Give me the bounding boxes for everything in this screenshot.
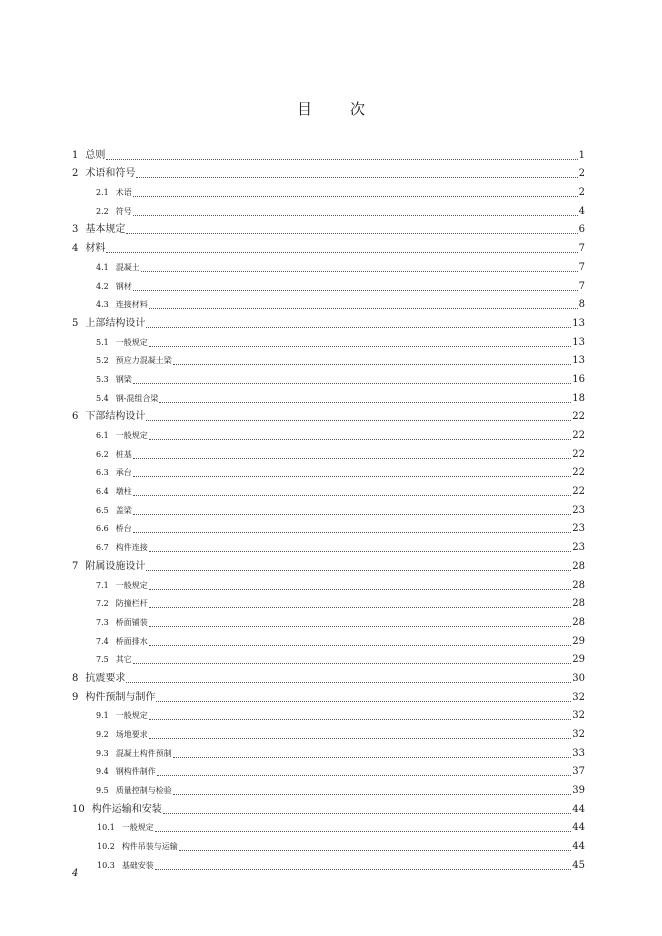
toc-section-row[interactable] <box>72 761 585 780</box>
page-title <box>0 98 662 119</box>
toc-entry-number: 4.3 <box>96 300 109 310</box>
toc-leader-dots <box>149 587 572 590</box>
toc-chapter-row[interactable] <box>72 163 585 182</box>
toc-section-row[interactable] <box>72 368 585 387</box>
toc-entry-page: 32 <box>572 691 585 703</box>
toc-entry-page: 1 <box>578 149 585 161</box>
toc-entry-number: 5.2 <box>96 356 109 366</box>
toc-section-row[interactable] <box>72 779 585 798</box>
toc-leader-dots <box>163 811 572 814</box>
toc-leader-dots <box>141 269 578 272</box>
toc-section-row[interactable] <box>72 536 585 555</box>
toc-leader-dots <box>133 661 572 664</box>
toc-entry-number: 2.1 <box>96 188 109 198</box>
toc-section-row[interactable] <box>72 424 585 443</box>
toc-entry-title: 预应力混凝土梁 <box>115 356 172 366</box>
toc-section-row[interactable] <box>72 200 585 219</box>
toc-entry-number: 10.2 <box>97 842 115 852</box>
toc-entry-title: 质量控制与检验 <box>115 786 172 796</box>
toc-entry-page: 22 <box>572 430 585 441</box>
toc-entry-page: 28 <box>572 598 585 610</box>
toc-leader-dots <box>133 530 572 533</box>
toc-entry-number: 4.1 <box>96 262 109 272</box>
toc-entry-title: 抗震要求 <box>85 672 126 684</box>
toc-leader-dots <box>173 362 572 365</box>
toc-entry-page: 16 <box>572 373 585 385</box>
toc-entry-page: 22 <box>572 486 585 498</box>
toc-leader-dots <box>149 624 572 627</box>
toc-entry-number: 3 <box>72 224 79 236</box>
toc-entry-number: 9.3 <box>96 748 109 758</box>
toc-entry-page: 22 <box>572 467 585 479</box>
toc-entry-title: 总则 <box>85 149 106 161</box>
toc-entry-title: 盖梁 <box>115 505 132 515</box>
toc-entry-page: 2 <box>578 168 585 180</box>
toc-entry-number: 6.3 <box>96 468 109 478</box>
toc-section-row[interactable] <box>72 835 585 854</box>
toc-entry-page: 28 <box>572 579 585 591</box>
toc-entry-number: 7.4 <box>96 636 109 646</box>
toc-entry-page: 39 <box>572 785 585 797</box>
toc-entry-number: 9.1 <box>96 711 109 721</box>
toc-entry-title: 钢材 <box>115 281 132 291</box>
toc-entry-number: 8 <box>72 672 79 684</box>
toc-entry-title: 一般规定 <box>115 580 148 590</box>
toc-chapter-row[interactable] <box>72 312 585 331</box>
toc-entry-number: 5.3 <box>96 374 109 384</box>
toc-leader-dots <box>133 381 572 384</box>
toc-section-row[interactable] <box>72 854 585 873</box>
toc-entry-number: 7 <box>72 560 79 572</box>
toc-entry-number: 4.2 <box>96 281 109 291</box>
toc-leader-dots <box>126 680 571 683</box>
toc-entry-title: 上部结构设计 <box>85 317 146 329</box>
toc-entry-number: 2 <box>72 168 79 180</box>
toc-section-row[interactable] <box>72 817 585 836</box>
toc-entry-title: 材料 <box>85 243 106 255</box>
toc-leader-dots <box>106 250 577 253</box>
toc-entry-number: 6.6 <box>96 524 109 534</box>
toc-entry-number: 7.3 <box>96 617 109 627</box>
toc-section-row[interactable] <box>72 518 585 537</box>
toc-entry-number: 6.2 <box>96 449 109 459</box>
toc-entry-title: 基础安装 <box>121 860 154 870</box>
toc-leader-dots <box>126 231 577 234</box>
toc-section-row[interactable] <box>72 350 585 369</box>
toc-entry-number: 9.4 <box>96 767 109 777</box>
toc-leader-dots <box>157 773 572 776</box>
toc-entry-number: 5.1 <box>96 337 109 347</box>
toc-chapter-row[interactable] <box>72 798 585 817</box>
toc-entry-page: 4 <box>578 205 585 217</box>
toc-entry-page: 13 <box>572 355 585 367</box>
toc-leader-dots <box>133 213 578 216</box>
toc-leader-dots <box>173 792 572 795</box>
toc-entry-title: 一般规定 <box>115 431 148 440</box>
toc-section-row[interactable] <box>72 387 585 406</box>
toc-entry-page: 6 <box>578 224 585 236</box>
toc-leader-dots <box>149 549 572 552</box>
toc-entry-title: 桩基 <box>115 449 132 459</box>
toc-leader-dots <box>159 400 571 403</box>
toc-chapter-row[interactable] <box>72 686 585 705</box>
toc-entry-page: 2 <box>578 187 585 199</box>
toc-entry-number: 9.2 <box>96 730 109 739</box>
toc-entry-page: 7 <box>578 243 585 255</box>
toc-leader-dots <box>179 848 571 851</box>
toc-chapter-row[interactable] <box>72 406 585 425</box>
toc-entry-number: 6.5 <box>96 505 109 515</box>
toc-entry-page: 7 <box>578 261 585 273</box>
page-title-char-1: 目 <box>296 100 312 118</box>
toc-leader-dots <box>173 755 572 758</box>
toc-entry-page: 28 <box>572 560 585 572</box>
toc-entry-title: 场地要求 <box>115 730 148 739</box>
toc-entry-page: 13 <box>572 336 585 348</box>
toc-entry-page: 18 <box>572 392 585 404</box>
toc-entry-number: 7.5 <box>96 655 109 665</box>
toc-entry-title: 钢-混组合梁 <box>115 393 159 403</box>
toc-entry-number: 1 <box>72 149 79 161</box>
toc-leader-dots <box>149 643 572 646</box>
toc-chapter-row[interactable] <box>72 144 585 163</box>
toc-entry-page: 29 <box>572 635 585 647</box>
toc-entry-title: 墩柱 <box>115 487 132 497</box>
toc-entry-number: 2.2 <box>96 206 109 216</box>
toc-leader-dots <box>149 717 572 720</box>
toc-section-row[interactable] <box>72 331 585 350</box>
toc-section-row[interactable] <box>72 574 585 593</box>
toc-section-row[interactable] <box>72 499 585 518</box>
toc-entry-title: 附属设施设计 <box>85 560 146 572</box>
toc-leader-dots <box>146 418 571 421</box>
toc-leader-dots <box>133 194 578 197</box>
toc-chapter-row[interactable] <box>72 555 585 574</box>
toc-entry-page: 29 <box>572 654 585 666</box>
toc-entry-page: 32 <box>572 729 585 740</box>
toc-leader-dots <box>146 568 571 571</box>
toc-entry-page: 7 <box>578 280 585 292</box>
toc-section-row[interactable] <box>72 723 585 742</box>
toc-section-row[interactable] <box>72 649 585 668</box>
toc-entry-page: 23 <box>572 542 585 554</box>
toc-entry-title: 构件吊装与运输 <box>121 842 178 852</box>
toc-entry-title: 连接材料 <box>115 300 148 310</box>
toc-leader-dots <box>146 325 571 328</box>
toc-section-row[interactable] <box>72 275 585 294</box>
toc-entry-page: 22 <box>572 411 585 423</box>
toc-entry-title: 混凝土 <box>115 262 140 272</box>
toc-entry-title: 术语 <box>115 188 132 198</box>
toc-entry-number: 10.3 <box>97 860 115 870</box>
toc-leader-dots <box>106 157 577 160</box>
toc-section-row[interactable] <box>72 611 585 630</box>
toc-leader-dots <box>133 474 572 477</box>
toc-entry-title: 一般规定 <box>115 711 148 721</box>
toc-section-row[interactable] <box>72 742 585 761</box>
toc-leader-dots <box>149 437 572 440</box>
toc-entry-number: 5.4 <box>96 393 109 403</box>
toc-section-row[interactable] <box>72 462 585 481</box>
toc-entry-page: 45 <box>572 859 585 871</box>
toc-entry-page: 23 <box>572 504 585 516</box>
toc-leader-dots <box>133 493 572 496</box>
toc-entry-title: 构件预制与制作 <box>85 691 156 703</box>
toc-entry-title: 桥台 <box>115 524 132 534</box>
toc-leader-dots <box>133 288 578 291</box>
toc-entry-title: 桥面排水 <box>115 636 148 646</box>
toc-entry-number: 10 <box>72 803 85 815</box>
toc-leader-dots <box>133 456 572 459</box>
toc-entry-title: 下部结构设计 <box>85 411 146 423</box>
toc-leader-dots <box>133 512 572 515</box>
toc-entry-number: 10.1 <box>97 823 115 833</box>
toc-entry-page: 44 <box>572 841 585 853</box>
toc-entry-page: 13 <box>572 317 585 329</box>
toc-entry-page: 8 <box>578 299 585 311</box>
toc-entry-page: 44 <box>572 822 585 834</box>
toc-section-row[interactable] <box>72 480 585 499</box>
toc-section-row[interactable] <box>72 294 585 313</box>
toc-entry-page: 33 <box>572 747 585 759</box>
toc-entry-title: 术语和符号 <box>85 168 136 180</box>
toc-section-row[interactable] <box>72 181 585 200</box>
toc-entry-title: 其它 <box>115 655 132 665</box>
toc-entry-number: 9 <box>72 691 79 703</box>
toc-entry-number: 5 <box>72 317 79 329</box>
toc-entry-title: 钢构件制作 <box>115 767 156 777</box>
toc-chapter-row[interactable] <box>72 237 585 256</box>
toc-entry-title: 基本规定 <box>85 224 126 236</box>
toc-leader-dots <box>149 605 572 608</box>
toc-entry-title: 构件运输和安装 <box>91 803 162 815</box>
toc-entry-title: 一般规定 <box>115 337 148 347</box>
toc-chapter-row[interactable] <box>72 219 585 238</box>
toc-entry-title: 防撞栏杆 <box>115 599 148 609</box>
toc-entry-number: 6.7 <box>96 543 109 553</box>
toc-entry-page: 30 <box>572 672 585 684</box>
toc-leader-dots <box>136 175 577 178</box>
toc-leader-dots <box>149 306 578 309</box>
page-title-char-2: 次 <box>350 100 366 118</box>
toc-entry-title: 符号 <box>115 206 132 216</box>
toc-section-row[interactable] <box>72 443 585 462</box>
toc-entry-number: 6 <box>72 411 79 423</box>
toc-entry-number: 6.1 <box>96 431 109 440</box>
toc-entry-number: 7.1 <box>96 580 109 590</box>
toc-entry-page: 23 <box>572 523 585 535</box>
toc-entry-page: 37 <box>572 766 585 778</box>
toc-leader-dots <box>155 867 571 870</box>
toc-leader-dots <box>149 736 572 739</box>
toc-entry-number: 6.4 <box>96 487 109 497</box>
toc-section-row[interactable] <box>72 593 585 612</box>
toc-leader-dots <box>149 344 572 347</box>
toc-entry-page: 44 <box>572 803 585 815</box>
table-of-contents <box>72 144 585 873</box>
toc-leader-dots <box>156 699 571 702</box>
toc-entry-title: 混凝土构件预制 <box>115 748 172 758</box>
toc-section-row[interactable] <box>72 705 585 724</box>
toc-entry-title: 承台 <box>115 468 132 478</box>
toc-entry-page: 32 <box>572 710 585 722</box>
toc-entry-title: 钢梁 <box>115 374 132 384</box>
toc-section-row[interactable] <box>72 256 585 275</box>
toc-entry-number: 4 <box>72 243 79 255</box>
toc-entry-title: 一般规定 <box>121 823 154 833</box>
toc-entry-number: 9.5 <box>96 786 109 796</box>
page-number: 4 <box>72 868 79 879</box>
toc-chapter-row[interactable] <box>72 667 585 686</box>
toc-section-row[interactable] <box>72 630 585 649</box>
toc-entry-page: 22 <box>572 448 585 460</box>
toc-entry-page: 28 <box>572 616 585 628</box>
toc-entry-title: 构件连接 <box>115 543 148 553</box>
toc-leader-dots <box>155 829 571 832</box>
toc-entry-title: 桥面铺装 <box>115 617 148 627</box>
toc-entry-number: 7.2 <box>96 599 109 609</box>
